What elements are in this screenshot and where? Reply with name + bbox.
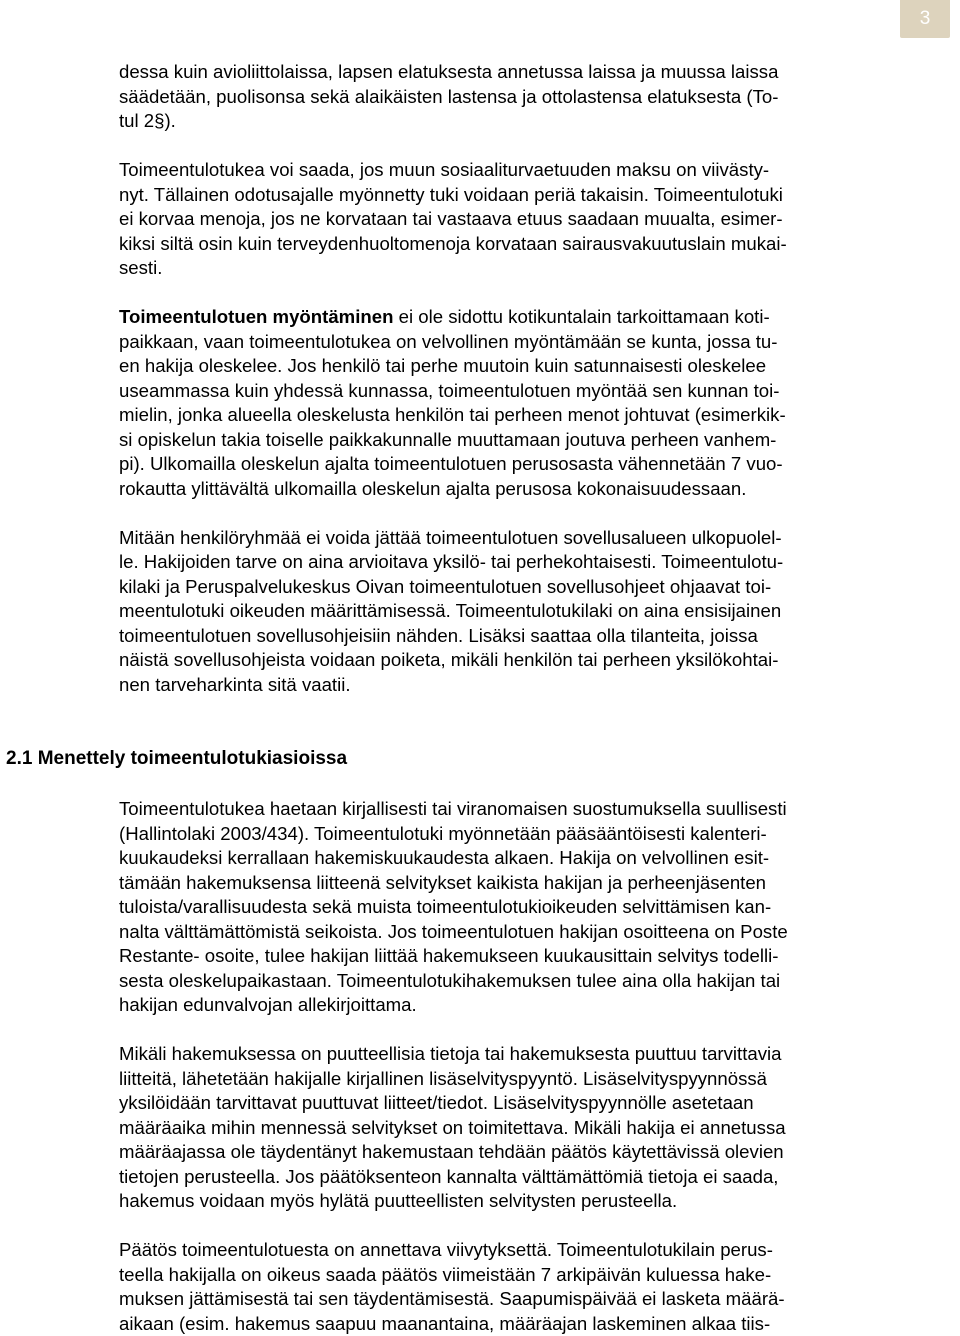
text-line: sesti. xyxy=(119,257,163,278)
text-line: Mitään henkilöryhmää ei voida jättää toimeentulotuen sovellusalueen ulkopuolel- xyxy=(119,526,782,548)
paragraph-additional-information xyxy=(119,1042,883,1214)
text-line: määräaika mihin mennessä selvitykset on toimitettava. Mikäli hakija ei annetussa xyxy=(119,1116,786,1138)
text-line: rokautta ylittävältä ulkomailla oleskelun ajalta perusosa kokonaisuudessaan. xyxy=(119,477,747,499)
paragraph-social-benefit-delay xyxy=(119,158,883,281)
text-line xyxy=(119,305,883,330)
paragraph-granting-municipality xyxy=(119,305,883,501)
text-line: useammassa kuin yhdessä kunnassa, toimeentulotuen myöntää sen kunnan toi- xyxy=(119,379,780,401)
text-line: paikkaan, vaan toimeentulotukea on velvollinen myöntämään se kunta, jossa tu- xyxy=(119,330,778,352)
text-line: tietojen perusteella. Jos päätöksenteon kannalta välttämättömiä tietoja ei saada, xyxy=(119,1165,779,1187)
body-text-section xyxy=(119,797,883,1336)
text-line: en hakija oleskelee. Jos henkilö tai perhe muutoin kuin satunnaisesti oleskelee xyxy=(119,355,767,376)
section-heading: 2.1 Menettely toimeentulotukiasioissa xyxy=(6,748,348,769)
text-line: (Hallintolaki 2003/434). Toimeentulotuki myönnetään pääsääntöisesti kalenteri- xyxy=(119,822,767,844)
text-line: muksen jättämisestä tai sen täydentämisestä. Saapumispäivää ei lasketa määrä- xyxy=(119,1288,785,1309)
text-line: Toimeentulotukea haetaan kirjallisesti tai viranomaisen suostumuksella suullisesti xyxy=(119,798,787,819)
text-line: kilaki ja Peruspalvelukeskus Oivan toimeentulotuen sovellusohjeet ohjaavat toi- xyxy=(119,575,772,597)
text-line: le. Hakijoiden tarve on aina arvioitava yksilö- tai perhekohtaisesti. Toimeentulotu- xyxy=(119,551,784,572)
paragraph-decision-deadline xyxy=(119,1238,883,1336)
paragraph-intro xyxy=(119,60,883,134)
text-line: yksilöidään tarvittavat puuttuvat liitteet/tiedot. Lisäselvityspyynnölle asetetaan xyxy=(119,1092,754,1113)
paragraph-no-exclusion xyxy=(119,526,883,698)
text-line: Restante- osoite, tulee hakijan liittää hakemukseen kuukausittain selvitys todelli- xyxy=(119,945,779,966)
text-fragment: ei ole sidottu kotikuntalain tarkoittamaan koti- xyxy=(393,306,770,327)
text-line: aikaan (esim. hakemus saapuu maanantaina, määräajan laskeminen alkaa tiis- xyxy=(119,1312,771,1334)
page-number: 3 xyxy=(900,0,950,38)
text-line: näistä sovellusohjeista voidaan poiketa, mikäli henkilön tai perheen yksilökohtai- xyxy=(119,649,779,670)
text-line: ei korvaa menoja, jos ne korvataan tai vastaava etuus saadaan muualta, esimer- xyxy=(119,208,783,229)
text-line: meentulotuki oikeuden määrittämisessä. Toimeentulotukilaki on aina ensisijainen xyxy=(119,600,782,621)
text-line: kuukaudeksi kerrallaan hakemiskuukaudesta alkaen. Hakija on velvollinen esit- xyxy=(119,847,770,868)
text-line: hakijan edunvalvojan allekirjoittama. xyxy=(119,994,417,1015)
text-line: nalta välttämättömistä seikoista. Jos toimeentulotuen hakijan osoitteena on Poste xyxy=(119,920,788,942)
body-text-upper xyxy=(119,60,883,697)
text-line: Päätös toimeentulotuesta on annettava viivytyksettä. Toimeentulotukilain perus- xyxy=(119,1239,773,1260)
text-line: määräajassa ole täydentänyt hakemustaan tehdään päätös käytettävissä olevien xyxy=(119,1141,784,1162)
text-line: Toimeentulotukea voi saada, jos muun sosiaaliturvaetuuden maksu on viivästy- xyxy=(119,159,770,180)
text-line: nyt. Tällainen odotusajalle myönnetty tuki voidaan periä takaisin. Toimeentulotuki xyxy=(119,183,783,205)
text-line: mielin, jonka alueella oleskelusta henkilön tai perheen menot johtuvat (esimerkik- xyxy=(119,404,786,425)
text-line: tul 2§). xyxy=(119,110,176,131)
text-line: teella hakijalla on oikeus saada päätös viimeistään 7 arkipäivän kuluessa hake- xyxy=(119,1263,772,1285)
bold-lead-term: Toimeentulotuen myöntäminen xyxy=(119,306,394,327)
text-line: pi). Ulkomailla oleskelun ajalta toimeentulotuen perusosasta vähennetään 7 vuo- xyxy=(119,453,783,474)
text-line: nen tarveharkinta sitä vaatii. xyxy=(119,673,351,695)
text-line: tuloista/varallisuudesta sekä muista toimeentulotukioikeuden selvittämisen kan- xyxy=(119,896,772,917)
text-line: hakemus voidaan myös hylätä puutteellisten selvitysten perusteella. xyxy=(119,1190,678,1211)
text-line: sesta oleskelupaikastaan. Toimeentulotukihakemuksen tulee aina olla hakijan tai xyxy=(119,969,781,991)
text-line: kiksi siltä osin kuin terveydenhuoltomenoja korvataan sairausvakuutuslain mukai- xyxy=(119,232,787,254)
paragraph-application xyxy=(119,797,883,1018)
text-line: Mikäli hakemuksessa on puutteellisia tietoja tai hakemuksesta puuttuu tarvittavia xyxy=(119,1043,782,1064)
text-line: dessa kuin avioliittolaissa, lapsen elatuksesta annetussa laissa ja muussa laissa xyxy=(119,61,779,82)
text-line: si opiskelun takia toiselle paikkakunnalle muuttamaan joutuva perheen vanhem- xyxy=(119,428,777,450)
text-line: säädetään, puolisonsa sekä alaikäisten lastensa ja ottolastensa elatuksesta (To- xyxy=(119,85,779,107)
text-line: toimeentulotuen sovellusohjeisiin nähden. Lisäksi saattaa olla tilanteita, joissa xyxy=(119,624,758,646)
text-line: tämään hakemuksensa liitteenä selvitykset kaikista hakijan ja perheenjäsenten xyxy=(119,871,767,893)
text-line: liitteitä, lähetetään hakijalle kirjallinen lisäselvityspyyntö. Lisäselvityspyynnössä xyxy=(119,1067,768,1089)
